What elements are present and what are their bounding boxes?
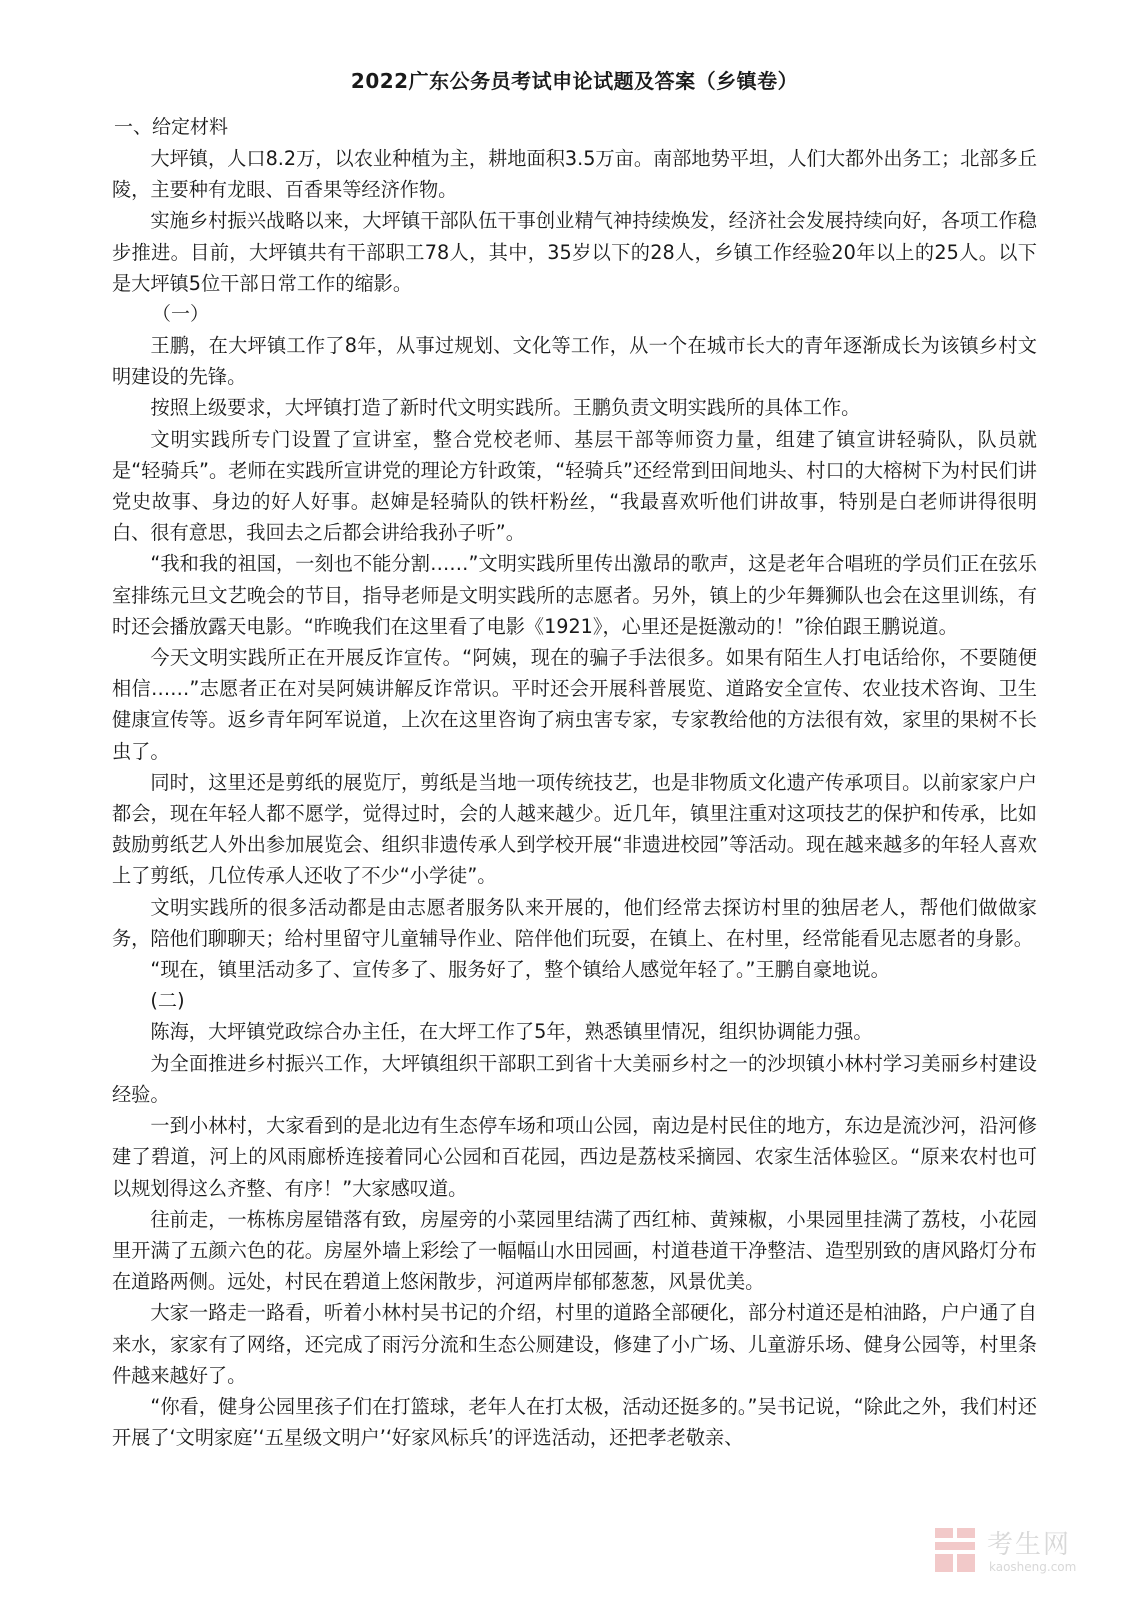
paragraph: 实施乡村振兴战略以来，大坪镇干部队伍干事创业精气神持续焕发，经济社会发展持续向好，各项工作稳步推进。目前，大坪镇共有干部职工78人，其中，35岁以下的28人，乡镇工作经验20年以上的25人。以下是大坪镇5位干部日常工作的缩影。: [112, 209, 1037, 295]
paragraph: 陈海，大坪镇党政综合办主任，在大坪工作了5年，熟悉镇里情况，组织协调能力强。: [150, 1020, 873, 1044]
paragraph: 大坪镇，人口8.2万，以农业种植为主，耕地面积3.5万亩。南部地势平坦，人们大都外出务工；北部多丘陵，主要种有龙眼、百香果等经济作物。: [112, 147, 1037, 202]
subsection-marker: (二): [150, 989, 185, 1013]
paragraph: 文明实践所专门设置了宣讲室，整合党校老师、基层干部等师资力量，组建了镇宣讲轻骑队，队员就是“轻骑兵”。老师在实践所宣讲党的理论方针政策，“轻骑兵”还经常到田间地头、村口的大榕树下为村民们讲党史故事、身边的好人好事。赵婶是轻骑队的铁杆粉丝，“我最喜欢听他们讲故事，特别是白老师讲得很明白、很有意思，我回去之后都会讲给我孙子听”。: [112, 427, 1037, 545]
watermark-brand: 考生网: [987, 1530, 1072, 1560]
paragraph: 往前走，一栋栋房屋错落有致，房屋旁的小菜园里结满了西红柿、黄辣椒，小果园里挂满了荔枝，小花园里开满了五颜六色的花。房屋外墙上彩绘了一幅幅山水田园画，村道巷道干净整洁、造型别致的唐风路灯分布在道路两侧。远处，村民在碧道上悠闲散步，河道两岸郁郁葱葱，风景优美。: [112, 1207, 1037, 1294]
paragraph: 文明实践所的很多活动都是由志愿者服务队来开展的，他们经常去探访村里的独居老人，帮他们做做家务，陪他们聊聊天；给村里留守儿童辅导作业、陪伴他们玩耍，在镇上、在村里，经常能看见志愿者的身影。: [112, 895, 1037, 950]
paragraph: 一到小林村，大家看到的是北边有生态停车场和项山公园，南边是村民住的地方，东边是流沙河，沿河修建了碧道，河上的风雨廊桥连接着同心公园和百花园，西边是荔枝采摘园、农家生活体验区。“原来农村也可以规划得这么齐整、有序！”大家感叹道。: [112, 1114, 1037, 1200]
paragraph: “现在，镇里活动多了、宣传多了、服务好了，整个镇给人感觉年轻了。”王鹏自豪地说。: [150, 958, 890, 982]
paragraph: “我和我的祖国，一刻也不能分割……”文明实践所里传出激昂的歌声，这是老年合唱班的学员们正在弦乐室排练元旦文艺晚会的节目，指导老师是文明实践所的志愿者。另外，镇上的少年舞狮队也会在这里训练，有时还会播放露天电影。“昨晚我们在这里看了电影《1921》，心里还是挺激动的！”徐伯跟王鹏说道。: [112, 552, 1037, 638]
document-page: [112, 64, 1037, 1453]
watermark: [933, 1522, 1113, 1580]
subsection-marker: （一）: [152, 303, 210, 326]
section-heading: 一、给定材料: [114, 116, 229, 138]
kaosheng-logo-icon: [933, 1526, 977, 1574]
watermark-url: kaosheng.com: [989, 1560, 1077, 1574]
paragraph: 按照上级要求，大坪镇打造了新时代文明实践所。王鹏负责文明实践所的具体工作。: [150, 396, 861, 420]
paragraph: 大家一路走一路看，听着小林村吴书记的介绍，村里的道路全部硬化，部分村道还是柏油路，户户通了自来水，家家有了网络，还完成了雨污分流和生态公厕建设，修建了小广场、儿童游乐场、健身公园等，村里条件越来越好了。: [112, 1301, 1037, 1387]
paragraph: 为全面推进乡村振兴工作，大坪镇组织干部职工到省十大美丽乡村之一的沙坝镇小林村学习美丽乡村建设经验。: [112, 1051, 1037, 1106]
paragraph: 王鹏，在大坪镇工作了8年，从事过规划、文化等工作，从一个在城市长大的青年逐渐成长为该镇乡村文明建设的先锋。: [112, 334, 1037, 389]
document-title: 2022广东公务员考试申论试题及答案（乡镇卷）: [350, 69, 799, 93]
paragraph: 同时，这里还是剪纸的展览厅，剪纸是当地一项传统技艺，也是非物质文化遗产传承项目。以前家家户户都会，现在年轻人都不愿学，觉得过时，会的人越来越少。近几年，镇里注重对这项技艺的保护和传承，比如鼓励剪纸艺人外出参加展览会、组织非遗传承人到学校开展“非遗进校园”等活动。现在越来越多的年轻人喜欢上了剪纸，几位传承人还收了不少“小学徒”。: [112, 770, 1037, 888]
paragraph: “你看，健身公园里孩子们在打篮球，老年人在打太极，活动还挺多的。”吴书记说，“除此之外，我们村还开展了‘文明家庭’‘五星级文明户’‘好家风标兵’的评选活动，还把孝老敬亲、: [112, 1394, 1037, 1450]
paragraph: 今天文明实践所正在开展反诈宣传。“阿姨，现在的骗子手法很多。如果有陌生人打电话给你，不要随便相信……”志愿者正在对吴阿姨讲解反诈常识。平时还会开展科普展览、道路安全宣传、农业技术咨询、卫生健康宣传等。返乡青年阿军说道，上次在这里咨询了病虫害专家，专家教给他的方法很有效，家里的果树不长虫了。: [112, 646, 1037, 763]
